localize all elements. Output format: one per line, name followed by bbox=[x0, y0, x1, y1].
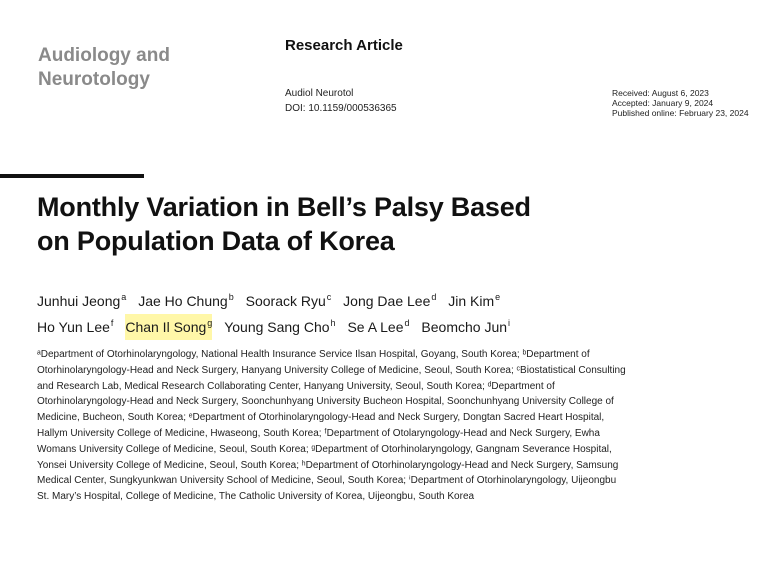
affiliations: ᵃDepartment of Otorhinolaryngology, National Health Insurance Service Ilsan Hospital, Goyang, South Korea; ᵇDepartment of Otorhinolaryngology-Head and Neck Surgery, Hanyang University College of Medicine, Seoul, South Korea; ᶜBiostatistical Consulting and Research Lab, Medical Research Collaborating Center, Hanyang University, Seoul, South Korea; ᵈDepartment of Otorhinolaryngology-Head and Neck Surgery, Soonchunhyang University Bucheon Hospital, Soonchunhyang University College of Medicine, Bucheon, South Korea; ᵉDepartment of Otorhinolaryngology-Head and Neck Surgery, Dongtan Sacred Heart Hospital, Hallym University College of Medicine, Hwaseong, South Korea; ᶠDepartment of Otolaryngology-Head and Neck Surgery, Ewha Womans University College of Medicine, Seoul, South Korea; ᵍDepartment of Otorhinolaryngology, Gangnam Severance Hospital, Yonsei University College of Medicine, Seoul, South Korea; ʰDepartment of Otorhinolaryngology-Head and Neck Surgery, Samsung Medical Center, Sungkyunkwan University School of Medicine, Seoul, South Korea; ⁱDepartment of Otorhinolaryngology, Uijeongbu St. Mary’s Hospital, College of Medicine, The Catholic University of Korea, Uijeongbu, South Korea bbox=[37, 349, 626, 503]
author[interactable]: Jin Kim$^e$ bbox=[448, 292, 501, 309]
journal-name-line2: Neurotology bbox=[38, 69, 150, 90]
received-date: Received: August 6, 2023 bbox=[612, 88, 709, 98]
title-rule bbox=[0, 174, 144, 178]
author-list bbox=[37, 288, 737, 340]
citation-block bbox=[285, 86, 397, 116]
author[interactable]: Se A Lee$^d$ bbox=[347, 318, 410, 335]
author[interactable]: Junhui Jeong$^a$ bbox=[37, 292, 127, 309]
journal-name-line1: Audiology and bbox=[38, 45, 170, 66]
author[interactable]: Jong Dae Lee$^d$ bbox=[343, 292, 437, 309]
title-line1: Monthly Variation in Bell’s Palsy Based bbox=[37, 192, 531, 222]
doi: DOI: 10.1159/000536365 bbox=[285, 103, 397, 114]
title-line2: on Population Data of Korea bbox=[37, 226, 395, 256]
author[interactable]: Beomcho Jun$^i$ bbox=[421, 318, 511, 335]
published-date: Published online: February 23, 2024 bbox=[612, 108, 749, 118]
journal-name bbox=[38, 44, 170, 92]
author[interactable]: Jae Ho Chung$^b$ bbox=[138, 292, 234, 309]
author[interactable]: Ho Yun Lee$^f$ bbox=[37, 318, 114, 335]
journal-abbrev: Audiol Neurotol bbox=[285, 88, 354, 99]
accepted-date: Accepted: January 9, 2024 bbox=[612, 98, 714, 108]
author[interactable]: Young Sang Cho$^h$ bbox=[224, 318, 336, 335]
article-type: Research Article bbox=[285, 37, 403, 54]
author[interactable]: Soorack Ryu$^c$ bbox=[245, 292, 332, 309]
author-highlighted[interactable]: Chan Il Song$^g$ bbox=[125, 314, 212, 340]
article-title bbox=[37, 190, 677, 258]
article-dates bbox=[612, 88, 749, 118]
